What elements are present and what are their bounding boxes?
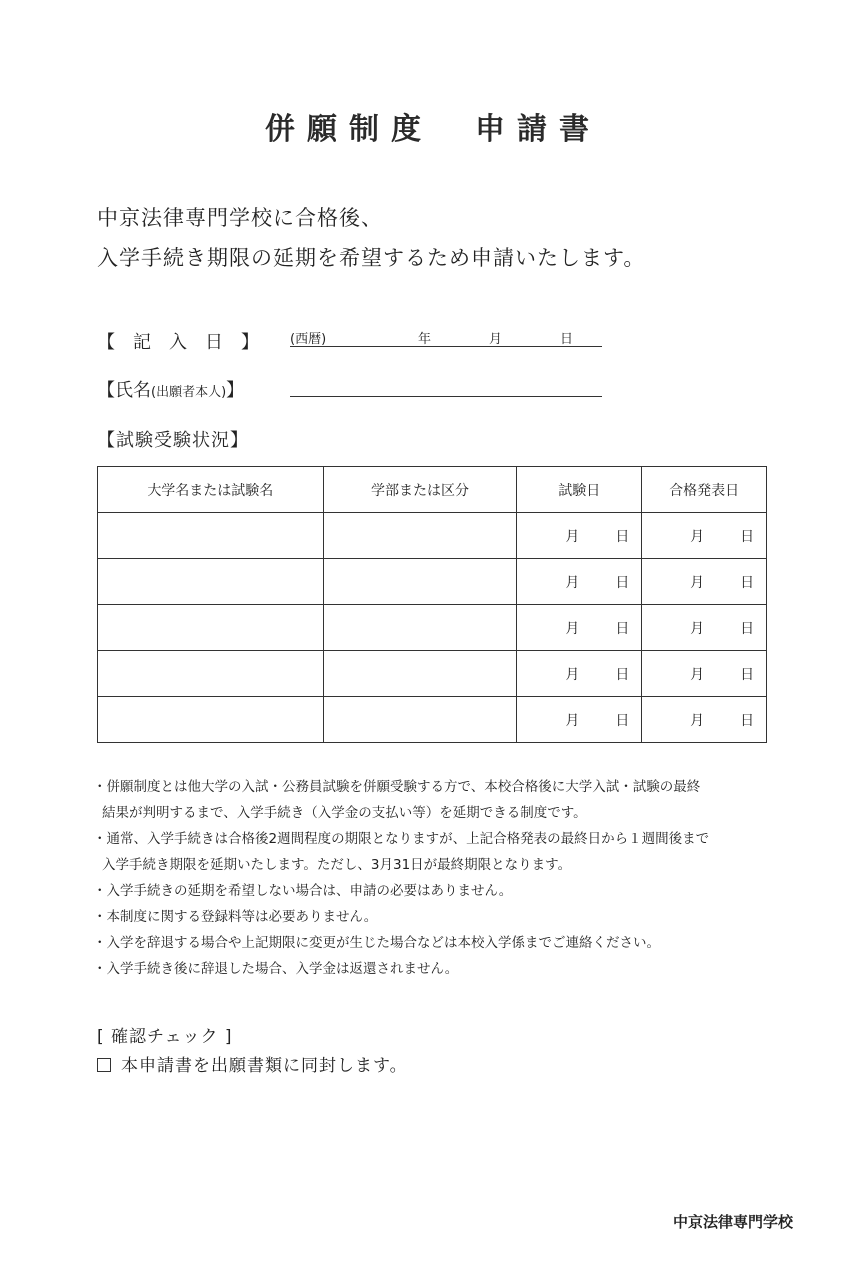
note-line: ・入学を辞退する場合や上記期限に変更が生じた場合などは本校入学係までご連絡ください。 [93, 935, 660, 951]
date-field[interactable] [290, 328, 602, 347]
checkbox[interactable] [97, 1058, 111, 1072]
faculty-cell[interactable] [323, 605, 517, 651]
date-month-label: 月 [489, 332, 503, 347]
name-label-end: 】 [226, 380, 245, 401]
school-name-cell[interactable] [98, 513, 324, 559]
school-name-cell[interactable] [98, 697, 324, 743]
header-result-date: 合格発表日 [642, 467, 767, 513]
note-line: ・通常、入学手続きは合格後2週間程度の期限となりますが、上記合格発表の最終日から１週間後まで [93, 831, 710, 847]
day-label: 日 [615, 621, 630, 637]
name-label-main: 【氏名 [97, 380, 151, 401]
month-label: 月 [565, 575, 580, 591]
table-row [98, 559, 767, 605]
header-faculty: 学部または区分 [323, 467, 517, 513]
intro-line-1: 中京法律専門学校に合格後、 [97, 206, 383, 230]
month-label: 月 [690, 621, 705, 637]
header-exam-date: 試験日 [517, 467, 642, 513]
note-line: 結果が判明するまで、入学手続き（入学金の支払い等）を延期できる制度です。 [102, 805, 587, 821]
school-name-footer: 中京法律専門学校 [672, 1213, 793, 1231]
day-label: 日 [740, 621, 755, 637]
day-label: 日 [740, 529, 755, 545]
day-label: 日 [615, 713, 630, 729]
intro-text [97, 198, 645, 278]
note-line: 入学手続き期限を延期いたします。ただし、3月31日が最終期限となります。 [102, 857, 572, 873]
month-label: 月 [565, 713, 580, 729]
faculty-cell[interactable] [323, 697, 517, 743]
table-row [98, 651, 767, 697]
month-label: 月 [565, 667, 580, 683]
check-section-title: [ 確認チェック ] [97, 1027, 233, 1047]
month-label: 月 [565, 529, 580, 545]
date-label: 【 記 入 日 】 [97, 332, 259, 353]
school-name-cell[interactable] [98, 605, 324, 651]
header-school-name: 大学名または試験名 [98, 467, 324, 513]
result-date-cell[interactable] [642, 559, 767, 605]
faculty-cell[interactable] [323, 559, 517, 605]
date-era-label: (西暦) [290, 332, 327, 347]
result-date-cell[interactable] [642, 605, 767, 651]
note-line: ・入学手続きの延期を希望しない場合は、申請の必要はありません。 [93, 883, 513, 899]
exam-section-title: 【試験受験状況】 [97, 430, 249, 451]
date-day-label: 日 [560, 332, 574, 347]
confirm-check-item[interactable] [97, 1051, 408, 1076]
note-line: ・併願制度とは他大学の入試・公務員試験を併願受験する方で、本校合格後に大学入試・試験の最終 [93, 779, 701, 795]
result-date-cell[interactable] [642, 513, 767, 559]
month-label: 月 [690, 529, 705, 545]
school-name-cell[interactable] [98, 559, 324, 605]
table-row [98, 513, 767, 559]
note-line: ・本制度に関する登録料等は必要ありません。 [93, 909, 378, 925]
result-date-cell[interactable] [642, 651, 767, 697]
confirm-check-label: 本申請書を出願書類に同封します。 [121, 1056, 408, 1076]
exam-date-cell[interactable] [517, 513, 642, 559]
month-label: 月 [565, 621, 580, 637]
exam-date-cell[interactable] [517, 651, 642, 697]
intro-line-2: 入学手続き期限の延期を希望するため申請いたします。 [97, 246, 646, 270]
result-date-cell[interactable] [642, 697, 767, 743]
document-title: 併願制度 申請書 [265, 112, 601, 147]
school-name-cell[interactable] [98, 651, 324, 697]
exam-date-cell[interactable] [517, 605, 642, 651]
notes-list [93, 774, 709, 982]
faculty-cell[interactable] [323, 651, 517, 697]
exam-date-cell[interactable] [517, 697, 642, 743]
name-label [97, 376, 244, 402]
day-label: 日 [615, 529, 630, 545]
day-label: 日 [740, 575, 755, 591]
exam-status-table [97, 466, 767, 743]
month-label: 月 [690, 713, 705, 729]
month-label: 月 [690, 575, 705, 591]
month-label: 月 [690, 667, 705, 683]
exam-date-cell[interactable] [517, 559, 642, 605]
date-year-label: 年 [418, 332, 432, 347]
table-row [98, 605, 767, 651]
table-row [98, 697, 767, 743]
day-label: 日 [615, 575, 630, 591]
day-label: 日 [740, 667, 755, 683]
day-label: 日 [615, 667, 630, 683]
day-label: 日 [740, 713, 755, 729]
name-field[interactable] [290, 376, 602, 397]
table-header-row [98, 467, 767, 513]
faculty-cell[interactable] [323, 513, 517, 559]
note-line: ・入学手続き後に辞退した場合、入学金は返還されません。 [93, 961, 459, 977]
name-label-note: (出願者本人) [151, 385, 227, 400]
